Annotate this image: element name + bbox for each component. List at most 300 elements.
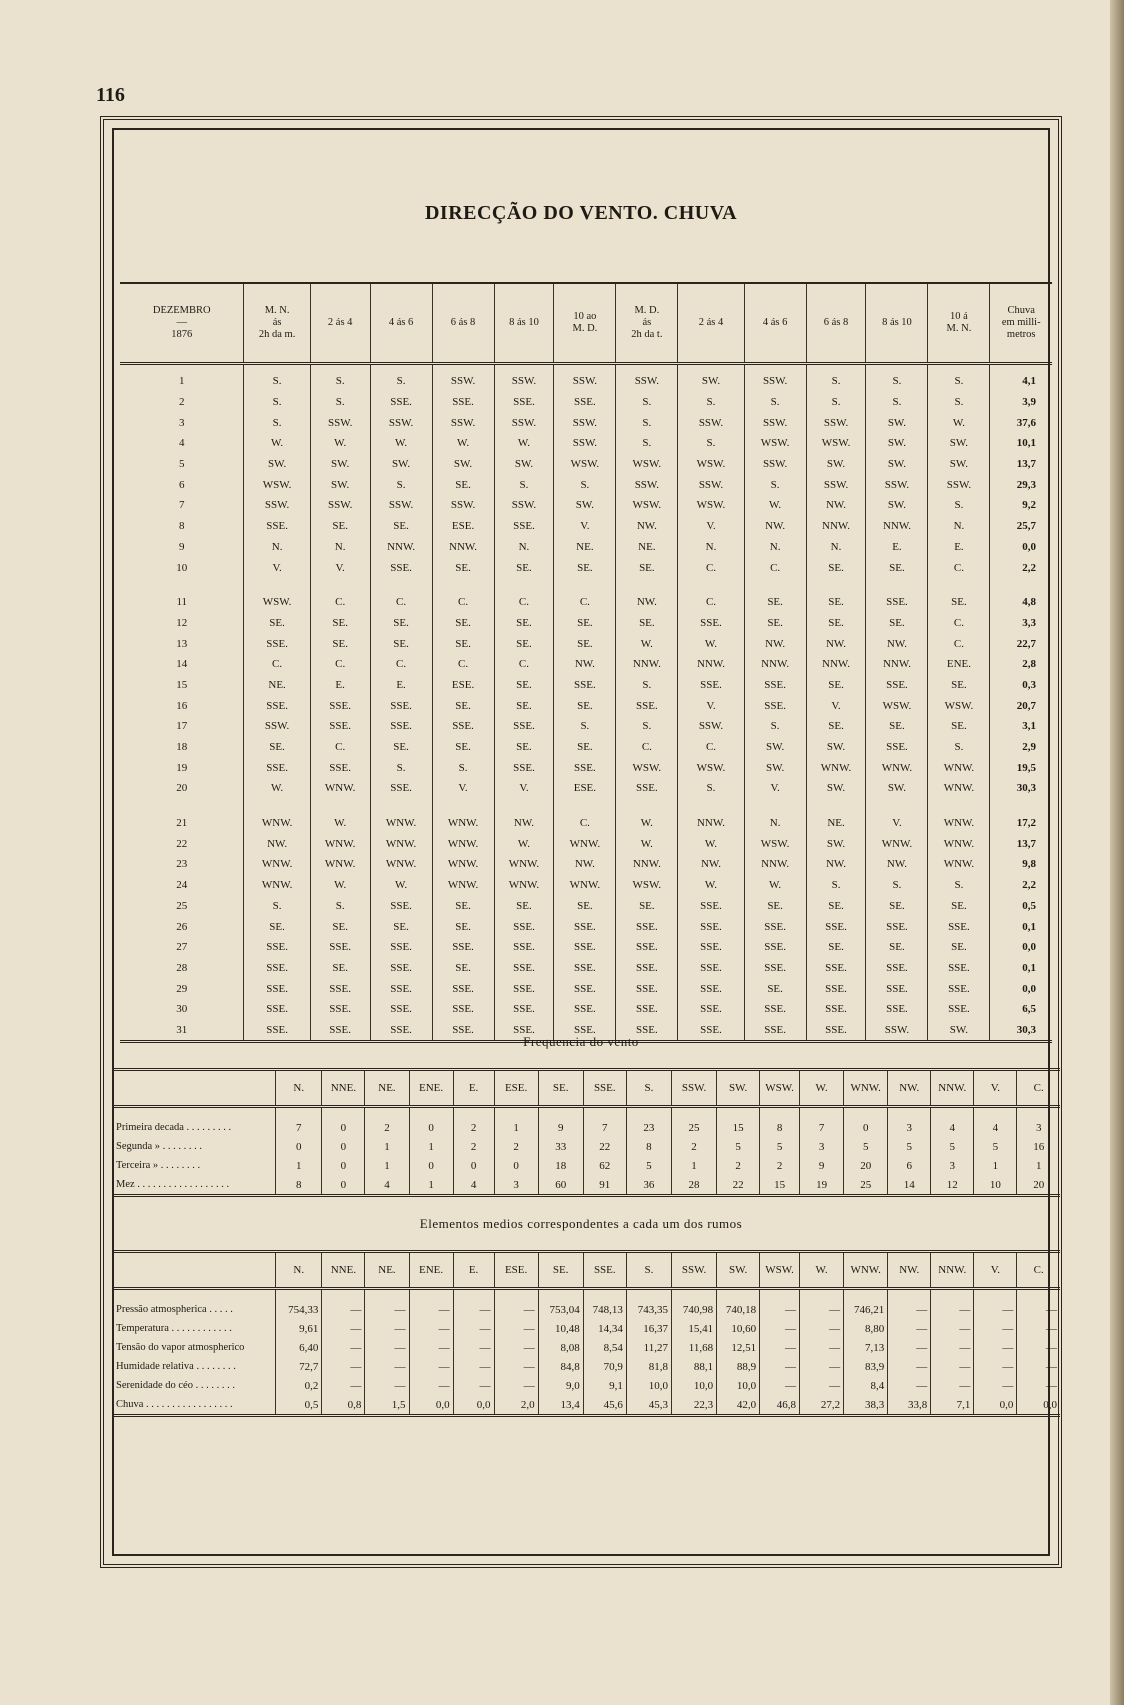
day-cell: 11 [176, 596, 188, 609]
value-cell: 5 [626, 1156, 671, 1175]
value-cell: — [974, 1357, 1017, 1376]
value-cell: 16,37 [626, 1319, 671, 1338]
wind-cell: WNW. [554, 833, 616, 854]
wind-cell: SSE. [806, 1020, 866, 1042]
wind-cell: SSE. [244, 757, 310, 778]
table-row [120, 875, 1052, 896]
wind-cell: SE. [432, 633, 494, 654]
spacer-cell [276, 1289, 322, 1301]
value-cell: — [888, 1300, 931, 1319]
value-cell: 5 [974, 1137, 1017, 1156]
wind-cell: WNW. [928, 813, 990, 834]
value-cell: 14,34 [583, 1319, 626, 1338]
wind-cell: SSE. [370, 695, 432, 716]
column-header: E. [453, 1070, 494, 1107]
wind-cell: SSE. [744, 999, 806, 1020]
column-header: SE. [538, 1070, 583, 1107]
wind-cell: SW. [806, 454, 866, 475]
wind-cell: S. [678, 778, 744, 799]
wind-cell: SE. [310, 613, 370, 634]
wind-cell: ENE. [928, 654, 990, 675]
wind-cell: W. [310, 875, 370, 896]
wind-cell: SSE. [554, 1020, 616, 1042]
wind-cell: SSW. [432, 495, 494, 516]
wind-cell: WNW. [494, 875, 554, 896]
wind-cell: WNW. [866, 833, 928, 854]
value-cell: — [931, 1376, 974, 1395]
day-cell: 29 [176, 982, 188, 995]
value-cell: 15 [717, 1118, 760, 1137]
wind-cell: SSE. [432, 937, 494, 958]
wind-cell: SE. [866, 896, 928, 917]
wind-cell: S. [244, 412, 310, 433]
wind-cell: SSE. [494, 516, 554, 537]
wind-cell: WSW. [806, 433, 866, 454]
value-cell: 0 [409, 1156, 453, 1175]
wind-cell: SSE. [554, 958, 616, 979]
wind-cell: SSW. [744, 412, 806, 433]
wind-cell: SSE. [616, 999, 678, 1020]
spacer-cell [114, 1289, 276, 1301]
wind-cell: S. [244, 364, 310, 392]
value-cell: 15,41 [671, 1319, 716, 1338]
wind-cell: SE. [432, 737, 494, 758]
value-cell: 1 [365, 1156, 409, 1175]
frequency-row [114, 1137, 1060, 1156]
wind-cell: N. [310, 537, 370, 558]
wind-cell: SW. [806, 833, 866, 854]
table-frame [100, 116, 1062, 1568]
wind-cell: S. [370, 364, 432, 392]
wind-cell: SSE. [244, 516, 310, 537]
wind-cell: SSE. [866, 592, 928, 613]
column-header: M. N. ás 2h da m. [244, 283, 310, 364]
elements-row [114, 1395, 1060, 1416]
wind-cell: SSE. [554, 937, 616, 958]
value-cell: — [453, 1300, 494, 1319]
wind-cell: SE. [554, 737, 616, 758]
wind-cell: SSE. [616, 958, 678, 979]
value-cell: 1 [365, 1137, 409, 1156]
wind-cell: SSE. [244, 1020, 310, 1042]
wind-cell: SE. [928, 896, 990, 917]
column-header: 8 ás 10 [494, 283, 554, 364]
wind-cell: SW. [310, 454, 370, 475]
wind-cell: SSE. [432, 999, 494, 1020]
wind-cell: C. [370, 592, 432, 613]
wind-cell: SSE. [744, 958, 806, 979]
table-row [120, 737, 1052, 758]
rain-cell: 0,0 [990, 978, 1052, 999]
wind-cell: SE. [866, 937, 928, 958]
table-row [120, 916, 1052, 937]
wind-cell: SSE. [744, 695, 806, 716]
table-row [120, 813, 1052, 834]
wind-cell: S. [370, 474, 432, 495]
value-cell: — [322, 1357, 365, 1376]
column-header: NNW. [931, 1252, 974, 1289]
column-header: N. [276, 1252, 322, 1289]
wind-cell: NW. [866, 854, 928, 875]
wind-cell: E. [928, 537, 990, 558]
wind-cell: SE. [494, 633, 554, 654]
wind-cell: SE. [744, 978, 806, 999]
value-cell: 10,0 [626, 1376, 671, 1395]
column-header: 6 ás 8 [806, 283, 866, 364]
row-label: Humidade relativa . . . . . . . . [116, 1361, 236, 1372]
wind-cell: SW. [928, 433, 990, 454]
wind-cell: SE. [806, 896, 866, 917]
wind-cell: WSW. [616, 875, 678, 896]
column-header: WNW. [844, 1252, 888, 1289]
wind-cell: SSE. [494, 937, 554, 958]
rain-cell: 10,1 [990, 433, 1052, 454]
day-cell: 13 [176, 637, 188, 650]
wind-cell: SSE. [616, 1020, 678, 1042]
day-cell: 27 [176, 941, 188, 954]
value-cell: — [453, 1338, 494, 1357]
rain-cell: 2,8 [990, 654, 1052, 675]
day-cell: 31 [120, 1020, 244, 1042]
wind-cell: NW. [554, 854, 616, 875]
wind-cell: SSE. [806, 958, 866, 979]
wind-cell: SE. [554, 633, 616, 654]
wind-cell: SSW. [310, 495, 370, 516]
wind-cell: SE. [370, 613, 432, 634]
wind-cell: NNW. [866, 516, 928, 537]
wind-cell: SSW. [806, 412, 866, 433]
value-cell: — [974, 1319, 1017, 1338]
table-row [120, 557, 1052, 578]
wind-cell: SSW. [744, 364, 806, 392]
value-cell: — [760, 1338, 800, 1357]
value-cell: 12,51 [717, 1338, 760, 1357]
value-cell: 14 [888, 1175, 931, 1196]
wind-cell: V. [806, 695, 866, 716]
value-cell: 754,33 [276, 1300, 322, 1319]
wind-cell: SSE. [678, 613, 744, 634]
wind-cell: SE. [744, 613, 806, 634]
value-cell: — [974, 1338, 1017, 1357]
wind-cell: SSE. [554, 999, 616, 1020]
spacer-cell [717, 1107, 760, 1119]
wind-cell: SSE. [494, 916, 554, 937]
wind-cell: SW. [928, 454, 990, 475]
column-header: ESE. [494, 1070, 538, 1107]
value-cell: 33 [538, 1137, 583, 1156]
value-cell: 5 [931, 1137, 974, 1156]
wind-cell: SE. [616, 896, 678, 917]
wind-cell: NW. [806, 495, 866, 516]
wind-cell: SSE. [678, 1020, 744, 1042]
wind-cell: SSE. [806, 978, 866, 999]
column-header: NNE. [322, 1252, 365, 1289]
wind-cell: WNW. [432, 813, 494, 834]
wind-cell: SSE. [928, 999, 990, 1020]
rain-cell: 0,5 [990, 896, 1052, 917]
value-cell: 748,13 [583, 1300, 626, 1319]
value-cell: 16 [1017, 1137, 1060, 1156]
wind-cell: SSE. [370, 999, 432, 1020]
rain-cell: 6,5 [990, 999, 1052, 1020]
wind-direction-table [120, 282, 1052, 1043]
value-cell: 45,6 [583, 1395, 626, 1416]
value-cell: — [888, 1376, 931, 1395]
table-row [120, 474, 1052, 495]
decade-separator [120, 799, 1052, 813]
value-cell: — [322, 1376, 365, 1395]
separator-cell [990, 799, 1052, 813]
wind-cell: WNW. [806, 757, 866, 778]
value-cell: 25 [671, 1118, 716, 1137]
elements-row [114, 1357, 1060, 1376]
wind-cell: SE. [432, 896, 494, 917]
rain-cell: 2,2 [990, 557, 1052, 578]
wind-cell: WNW. [928, 778, 990, 799]
column-header: 10 á M. N. [928, 283, 990, 364]
wind-cell: SSE. [678, 999, 744, 1020]
column-header: 4 ás 6 [744, 283, 806, 364]
table-row [120, 675, 1052, 696]
wind-cell: WSW. [678, 757, 744, 778]
value-cell: 45,3 [626, 1395, 671, 1416]
day-cell: 12 [176, 616, 188, 629]
row-label: Serenidade do céo . . . . . . . . [116, 1380, 235, 1391]
wind-cell: W. [494, 433, 554, 454]
value-cell: 5 [717, 1137, 760, 1156]
spacer-cell [760, 1107, 800, 1119]
value-cell: — [888, 1319, 931, 1338]
rain-cell: 20,7 [990, 695, 1052, 716]
value-cell: 2 [717, 1156, 760, 1175]
value-cell: — [322, 1319, 365, 1338]
wind-cell: NE. [244, 675, 310, 696]
value-cell: — [1017, 1376, 1060, 1395]
value-cell: — [453, 1319, 494, 1338]
day-cell: 21 [176, 817, 188, 830]
rain-cell: 0,3 [990, 675, 1052, 696]
value-cell: 0 [844, 1118, 888, 1137]
value-cell: 0 [276, 1137, 322, 1156]
wind-cell: WSW. [554, 454, 616, 475]
wind-cell: S. [806, 875, 866, 896]
wind-cell: SSE. [370, 937, 432, 958]
value-cell: 7,1 [931, 1395, 974, 1416]
wind-cell: SSE. [616, 916, 678, 937]
column-header: E. [453, 1252, 494, 1289]
value-cell: — [322, 1300, 365, 1319]
separator-cell [744, 578, 806, 592]
wind-cell: NE. [616, 537, 678, 558]
day-cell: 24 [176, 879, 188, 892]
wind-cell: W. [616, 633, 678, 654]
spacer-cell [931, 1289, 974, 1301]
value-cell: — [494, 1319, 538, 1338]
wind-cell: SSE. [866, 675, 928, 696]
value-cell: 10,0 [717, 1376, 760, 1395]
wind-cell: SSE. [494, 757, 554, 778]
wind-cell: SE. [554, 695, 616, 716]
wind-cell: S. [928, 737, 990, 758]
column-header: NW. [888, 1252, 931, 1289]
value-cell: — [1017, 1300, 1060, 1319]
wind-cell: S. [928, 875, 990, 896]
value-cell: 9,1 [583, 1376, 626, 1395]
wind-cell: NNW. [432, 537, 494, 558]
wind-cell: W. [244, 433, 310, 454]
column-header: WSW. [760, 1252, 800, 1289]
wind-cell: WNW. [432, 854, 494, 875]
wind-cell: S. [616, 675, 678, 696]
wind-cell: SSE. [678, 978, 744, 999]
value-cell: — [365, 1319, 409, 1338]
rain-cell: 13,7 [990, 454, 1052, 475]
spacer-cell [583, 1107, 626, 1119]
wind-cell: S. [678, 433, 744, 454]
wind-cell: WSW. [616, 495, 678, 516]
wind-cell: SSE. [554, 916, 616, 937]
wind-cell: NW. [678, 854, 744, 875]
wind-cell: SE. [494, 557, 554, 578]
spacer-cell [974, 1289, 1017, 1301]
value-cell: 7 [583, 1118, 626, 1137]
wind-cell: SE. [616, 613, 678, 634]
value-cell: 10,0 [671, 1376, 716, 1395]
day-cell: 25 [176, 899, 188, 912]
separator-cell [244, 799, 310, 813]
spacer-cell [931, 1107, 974, 1119]
wind-cell: NNW. [616, 854, 678, 875]
wind-cell: WSW. [678, 495, 744, 516]
spacer-cell [671, 1289, 716, 1301]
wind-cell: C. [310, 654, 370, 675]
spacer-cell [538, 1107, 583, 1119]
value-cell: 740,18 [717, 1300, 760, 1319]
day-cell: 3 [178, 416, 185, 429]
column-header: 8 ás 10 [866, 283, 928, 364]
wind-cell: W. [494, 833, 554, 854]
value-cell: 20 [1017, 1175, 1060, 1196]
elements-row [114, 1300, 1060, 1319]
value-cell: 2 [671, 1137, 716, 1156]
wind-cell: W. [370, 875, 432, 896]
value-cell: 7,13 [844, 1338, 888, 1357]
spacer-cell [626, 1289, 671, 1301]
wind-cell: SE. [432, 474, 494, 495]
elements-row [114, 1376, 1060, 1395]
wind-cell: SSE. [370, 1020, 432, 1042]
column-header: S. [626, 1252, 671, 1289]
separator-cell [494, 578, 554, 592]
value-cell: 9 [800, 1156, 844, 1175]
wind-cell: SSE. [678, 937, 744, 958]
wind-cell: SE. [928, 937, 990, 958]
value-cell: — [409, 1357, 453, 1376]
wind-cell: SE. [928, 592, 990, 613]
spacer-cell [453, 1289, 494, 1301]
spacer-cell [453, 1107, 494, 1119]
wind-cell: SE. [370, 633, 432, 654]
column-header: NW. [888, 1070, 931, 1107]
value-cell: — [453, 1376, 494, 1395]
row-label: Chuva . . . . . . . . . . . . . . . . . [114, 1395, 276, 1416]
rain-cell: 13,7 [990, 833, 1052, 854]
wind-cell: SSE. [554, 978, 616, 999]
value-cell: — [760, 1319, 800, 1338]
value-cell: 10,48 [538, 1319, 583, 1338]
value-cell: 11,68 [671, 1338, 716, 1357]
value-cell: 0,0 [974, 1395, 1017, 1416]
separator-cell [678, 799, 744, 813]
spacer-cell [322, 1107, 365, 1119]
value-cell: 9 [538, 1118, 583, 1137]
wind-cell: SSE. [616, 695, 678, 716]
wind-cell: SSE. [494, 958, 554, 979]
table-row [120, 633, 1052, 654]
value-cell: — [800, 1300, 844, 1319]
frequency-row [114, 1118, 1060, 1137]
value-cell: — [800, 1357, 844, 1376]
value-cell: 7 [800, 1118, 844, 1137]
wind-cell: SW. [310, 474, 370, 495]
wind-cell: SE. [310, 633, 370, 654]
wind-cell: SSW. [310, 412, 370, 433]
separator-cell [554, 578, 616, 592]
table-row [120, 978, 1052, 999]
day-cell: 16 [176, 699, 188, 712]
wind-cell: V. [310, 557, 370, 578]
value-cell: 2 [453, 1118, 494, 1137]
value-cell: 33,8 [888, 1395, 931, 1416]
wind-cell: WSW. [616, 757, 678, 778]
spacer-cell [409, 1107, 453, 1119]
value-cell: 1,5 [365, 1395, 409, 1416]
rain-cell: 4,8 [990, 592, 1052, 613]
value-cell: — [409, 1319, 453, 1338]
wind-cell: SSE. [494, 999, 554, 1020]
value-cell: 91 [583, 1175, 626, 1196]
column-header: 2 ás 4 [310, 283, 370, 364]
value-cell: 0 [322, 1175, 365, 1196]
wind-cell: W. [744, 495, 806, 516]
wind-cell: SSW. [616, 364, 678, 392]
spacer-cell [844, 1107, 888, 1119]
value-cell: 22 [583, 1137, 626, 1156]
value-cell: 0,0 [453, 1395, 494, 1416]
value-cell: 11,27 [626, 1338, 671, 1357]
table-inner-frame [112, 128, 1057, 1556]
wind-cell: NW. [244, 833, 310, 854]
value-cell: — [322, 1338, 365, 1357]
wind-cell: SE. [806, 937, 866, 958]
wind-cell: S. [928, 495, 990, 516]
day-cell: 26 [176, 920, 188, 933]
wind-cell: SSE. [310, 695, 370, 716]
wind-cell: WSW. [244, 592, 310, 613]
separator-cell [120, 799, 244, 813]
value-cell: — [365, 1357, 409, 1376]
table-row [120, 833, 1052, 854]
value-cell: 0 [322, 1118, 365, 1137]
value-cell: 72,7 [276, 1357, 322, 1376]
wind-cell: WNW. [370, 833, 432, 854]
value-cell: 2 [494, 1137, 538, 1156]
value-cell: 8,54 [583, 1338, 626, 1357]
column-header: 6 ás 8 [432, 283, 494, 364]
wind-cell: SSE. [806, 999, 866, 1020]
value-cell: — [760, 1300, 800, 1319]
wind-cell: S. [866, 364, 928, 392]
